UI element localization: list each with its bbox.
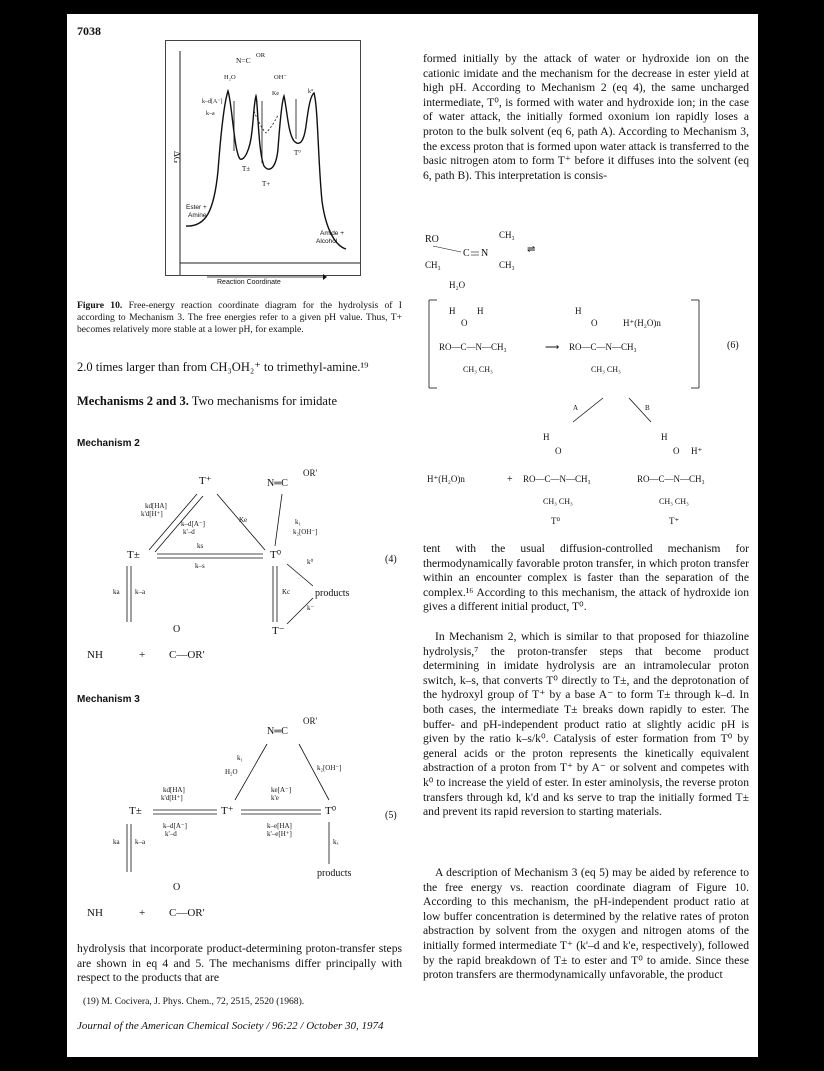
footnote-19: (19) M. Cocivera, J. Phys. Chem., 72, 2515, 2520 (1968). — [83, 996, 305, 1007]
svg-text:+: + — [139, 649, 146, 661]
fig-t-plus: T+ — [262, 180, 271, 188]
fig-top-or: OR — [256, 52, 266, 59]
svg-text:products: products — [317, 868, 352, 879]
svg-text:ks: ks — [197, 542, 204, 550]
svg-text:CH₃ CH₃: CH₃ CH₃ — [659, 497, 689, 506]
svg-text:k⁰: k⁰ — [307, 558, 314, 566]
svg-text:CH₃: CH₃ — [499, 230, 515, 240]
mechanisms-heading: Mechanisms 2 and 3. — [77, 394, 189, 408]
svg-text:H₂O: H₂O — [449, 280, 466, 290]
svg-text:⇌: ⇌ — [527, 244, 536, 255]
svg-text:NH: NH — [87, 649, 103, 661]
svg-text:kₓ: kₓ — [333, 838, 339, 846]
svg-text:C—OR': C—OR' — [169, 649, 205, 661]
right-paragraph-4: A description of Mechanism 3 (eq 5) may be aided by reference to the free energy vs. reaction coordinate diagram of Figure 10. According to this mechanism, the pH-independent product ratio at low buffer concentration is determined by the relative rates of proton abstraction by solvent from the oxygen and nitrogen atoms of the initially formed intermediate T⁺ (k'–d and k'e, respectively), followed by the rapid breakdown of T± to ester and T⁰ to amide. Since these proton transfers are thermodynamically unfavorable, the product — [423, 866, 749, 982]
mechanism-3-heading: Mechanism 3 — [77, 694, 140, 705]
fig-kmd: k–d[A⁻] — [202, 99, 223, 105]
right-paragraph-1: formed initially by the attack of water or hydroxide ion on the cationic imidate and the mechanism for the decrease in ester yield at high pH. According to Mechanism 2 (eq 4), the same uncharged intermediate, T⁰, is formed with water and hydroxide ion; in the case of water attack, the initially formed oxonium ion rapidly loses a proton to the bulk solvent (eq 6, path A). According to Mechanism 3, the excess proton that is formed upon water attack is transferred to the basic nitrogen atom to form T⁺ before it diffuses into the solvent (eq 6, path B). This interpretation is consis- — [423, 52, 749, 182]
svg-text:⟶: ⟶ — [545, 342, 560, 353]
equation-6-scheme — [423, 222, 753, 540]
svg-text:H⁺(H₂O)n: H⁺(H₂O)n — [623, 318, 661, 328]
svg-text:RO: RO — [425, 234, 439, 245]
svg-text:k–d[A⁻]: k–d[A⁻] — [181, 520, 205, 528]
caption-label: Figure 10. — [77, 300, 123, 311]
svg-text:CH₃ CH₃: CH₃ CH₃ — [543, 497, 573, 506]
svg-text:k⁻: k⁻ — [307, 604, 315, 612]
svg-text:(4): (4) — [385, 554, 397, 565]
page-number: 7038 — [77, 24, 101, 38]
svg-text:(5): (5) — [385, 810, 397, 821]
fig-oh: OH⁻ — [274, 74, 287, 81]
right-paragraph-3: In Mechanism 2, which is similar to that proposed for thiazoline hydrolysis,⁷ the proton-transfer steps that become product determining in imidate hydrolysis are an intramolecular proton switch, k–s, that converts T⁰ directly to T±, and the deprotonation of the hydroxyl group of T⁺ by a base A⁻ to form T± through k–d. In both cases, the intermediate T± breaks down rapidly to ester. The buffer- and pH-independent product ratio at slightly acidic pH is given by the ratio k–s/k⁰. Catalysis of ester formation from T⁰ by general acids or the proton represents the kinetically equivalent abstraction of a proton from T⁺ by A⁻ or solvent and competes with k⁰ to increase the yield of ester. In ester aminolysis, the reverse proton transfers through kd, k'd and ks serve to trap the initially formed T± and prevent its rapid reversion to starting materials. — [423, 630, 749, 819]
svg-text:T±: T± — [127, 549, 140, 561]
svg-text:k'd[H⁺]: k'd[H⁺] — [141, 510, 163, 518]
svg-text:+: + — [507, 474, 513, 485]
svg-text:T⁺: T⁺ — [199, 475, 212, 487]
svg-text:CH₃: CH₃ — [499, 260, 515, 270]
svg-text:H: H — [575, 306, 582, 316]
svg-text:N: N — [481, 248, 489, 259]
svg-text:kd[HA]: kd[HA] — [163, 786, 185, 794]
svg-text:T⁰: T⁰ — [551, 516, 561, 526]
svg-text:N═C: N═C — [267, 478, 288, 489]
free-energy-diagram — [166, 41, 360, 275]
fig-k0: k° — [308, 89, 314, 95]
svg-text:H⁺: H⁺ — [691, 446, 703, 456]
svg-text:O: O — [673, 446, 680, 456]
svg-text:k–a: k–a — [135, 588, 146, 596]
svg-text:T⁰: T⁰ — [325, 805, 337, 817]
left-paragraph-2-text: Two mechanisms for imidate — [188, 394, 337, 408]
svg-text:OR': OR' — [303, 716, 318, 726]
left-paragraph-3: hydrolysis that incorporate product-determining proton-transfer steps are shown in eq 4 and 5. The mechanisms differ principally with respect to the products that are — [77, 942, 402, 985]
x-axis-label: Reaction Coordinate — [217, 279, 281, 286]
svg-text:k₁: k₁ — [237, 754, 243, 762]
svg-text:RO—C—N—CH₃: RO—C—N—CH₃ — [523, 474, 591, 484]
figure-10-caption — [77, 300, 402, 335]
mechanism-2-scheme — [77, 454, 402, 684]
svg-text:k–d[A⁻]: k–d[A⁻] — [163, 822, 187, 830]
svg-text:O: O — [555, 446, 562, 456]
svg-text:C: C — [463, 248, 470, 259]
fig-ke: Ke — [272, 91, 279, 97]
left-paragraph-1: 2.0 times larger than from CH₃OH₂⁺ to trimethyl-amine.¹⁹ — [77, 360, 369, 374]
svg-text:H: H — [477, 306, 484, 316]
figure-10-frame — [165, 40, 361, 276]
svg-text:H: H — [449, 306, 456, 316]
x-axis-arrow — [207, 274, 327, 280]
svg-text:H: H — [661, 432, 668, 442]
svg-text:T⁺: T⁺ — [669, 516, 680, 526]
svg-text:k₂[OH⁻]: k₂[OH⁻] — [293, 528, 318, 536]
svg-text:H₂O: H₂O — [225, 768, 238, 776]
svg-text:ke[A⁻]: ke[A⁻] — [271, 786, 292, 794]
svg-text:C—OR': C—OR' — [169, 907, 205, 919]
svg-text:Ke: Ke — [239, 516, 248, 524]
svg-text:k'–d: k'–d — [165, 830, 177, 838]
svg-text:CH₃: CH₃ — [425, 260, 441, 270]
right-paragraph-2: tent with the usual diffusion-controlled mechanism for thermodynamically favorable proton transfer, in which proton transfer within an encounter complex is faster than the separation of the complex.¹⁶ According to this mechanism, the attack of hydroxide ion gives a different initial product, T⁰. — [423, 542, 749, 614]
svg-text:O: O — [173, 882, 181, 893]
svg-text:T⁻: T⁻ — [272, 625, 285, 637]
svg-text:CH₃ CH₃: CH₃ CH₃ — [591, 365, 621, 374]
svg-text:O: O — [173, 624, 181, 635]
fig-kma: k–a — [206, 111, 215, 117]
svg-text:k–s: k–s — [195, 562, 205, 570]
caption-text: Free-energy reaction coordinate diagram for the hydrolysis of I according to Mechanism 3. The free energies refer to a given pH value. Thus, T+ becomes relatively more stable at a lower pH, for example. — [77, 300, 402, 335]
svg-text:O: O — [461, 318, 468, 328]
fig-left-label-2: Amine — [188, 212, 207, 219]
svg-text:k–e[HA]: k–e[HA] — [267, 822, 292, 830]
svg-text:ka: ka — [113, 588, 120, 596]
svg-text:B: B — [645, 404, 650, 412]
svg-text:RO—C—N—CH₃: RO—C—N—CH₃ — [637, 474, 705, 484]
svg-text:k'd[H⁺]: k'd[H⁺] — [161, 794, 183, 802]
svg-text:k'e: k'e — [271, 794, 279, 802]
left-paragraph-2 — [77, 394, 402, 409]
fig-h2o: H₂O — [224, 74, 236, 81]
svg-text:k–a: k–a — [135, 838, 146, 846]
svg-text:kd[HA]: kd[HA] — [145, 502, 167, 510]
svg-text:Kc: Kc — [282, 588, 291, 596]
svg-text:k'–e[H⁺]: k'–e[H⁺] — [267, 830, 292, 838]
mechanism-3-scheme — [77, 704, 402, 944]
svg-text:N═C: N═C — [267, 726, 288, 737]
svg-text:T⁰: T⁰ — [270, 549, 282, 561]
mechanism-2-heading: Mechanism 2 — [77, 438, 140, 449]
svg-text:NH: NH — [87, 907, 103, 919]
svg-text:CH₃ CH₃: CH₃ CH₃ — [463, 365, 493, 374]
y-axis-label: ΔG — [172, 151, 182, 164]
svg-text:T±: T± — [129, 805, 142, 817]
svg-text:RO—C—N—CH₃: RO—C—N—CH₃ — [439, 342, 507, 352]
journal-page — [67, 14, 758, 1057]
svg-text:H: H — [543, 432, 550, 442]
svg-text:A: A — [573, 404, 579, 412]
fig-top-species: N=C — [236, 56, 251, 65]
svg-text:RO—C—N—CH₃: RO—C—N—CH₃ — [569, 342, 637, 352]
svg-text:k'–d: k'–d — [183, 528, 195, 536]
fig-right-label-1: Amide + — [320, 230, 345, 237]
svg-text:k₂[OH⁻]: k₂[OH⁻] — [317, 764, 342, 772]
fig-t-zero: T° — [294, 149, 302, 157]
fig-left-label-1: Ester + — [186, 204, 207, 211]
svg-text:OR': OR' — [303, 468, 318, 478]
svg-text:T⁺: T⁺ — [221, 805, 234, 817]
svg-text:k₁: k₁ — [295, 518, 301, 526]
svg-text:ka: ka — [113, 838, 120, 846]
journal-footer: Journal of the American Chemical Society / 96:22 / October 30, 1974 — [77, 1020, 384, 1032]
svg-text:(6): (6) — [727, 340, 739, 351]
fig-right-label-2: Alcohol — [316, 238, 338, 245]
svg-text:+: + — [139, 907, 146, 919]
svg-text:products: products — [315, 588, 350, 599]
svg-text:O: O — [591, 318, 598, 328]
fig-t-pm: T± — [242, 165, 251, 173]
svg-text:H⁺(H₂O)n: H⁺(H₂O)n — [427, 474, 465, 484]
